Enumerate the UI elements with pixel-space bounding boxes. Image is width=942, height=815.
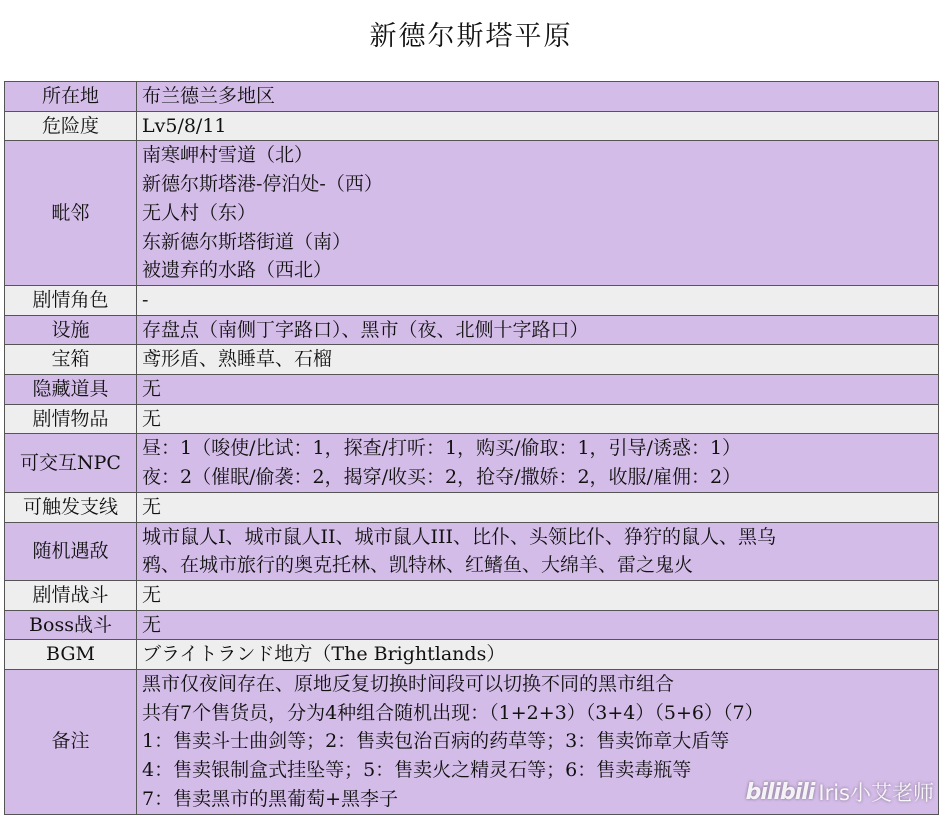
row-random-encounters: [5, 522, 939, 580]
info-table: [4, 81, 939, 815]
row-label: BGM: [5, 640, 137, 670]
row-value: [137, 111, 939, 141]
row-bgm: [5, 640, 939, 670]
value-line: 布兰德兰多地区: [142, 85, 276, 107]
row-boss-battles: [5, 610, 939, 640]
row-value: [137, 640, 939, 670]
row-label: 备注: [5, 670, 137, 815]
row-value: [137, 434, 939, 492]
bilibili-logo-icon: bilibili: [745, 779, 815, 805]
value-line: 夜：2（催眠/偷袭：2，揭穿/收买：2，抢夺/撒娇：2，收服/雇佣：2）: [142, 466, 742, 489]
row-facilities: [5, 315, 939, 345]
row-label: 剧情物品: [5, 404, 137, 434]
row-story-characters: [5, 285, 939, 315]
row-value: [137, 285, 939, 315]
row-label: 剧情角色: [5, 285, 137, 315]
value-line: 无: [142, 613, 162, 636]
value-line: 无: [142, 495, 162, 518]
row-label: 危险度: [5, 111, 137, 141]
row-location: [5, 82, 939, 112]
row-value: [137, 404, 939, 434]
row-value: [137, 580, 939, 610]
value-line: Lv5/8/11: [142, 114, 227, 137]
row-story-battles: [5, 580, 939, 610]
value-line: 1：售卖斗士曲剑等；2：售卖包治百病的药草等；3：售卖饰章大盾等: [142, 730, 730, 753]
row-label: 设施: [5, 315, 137, 345]
value-line: 城市鼠人I、城市鼠人II、城市鼠人III、比仆、头领比仆、狰狞的鼠人、黑乌: [142, 525, 777, 548]
value-line: 鸢形盾、熟睡草、石榴: [142, 348, 333, 371]
row-label: 隐藏道具: [5, 375, 137, 405]
row-label: 可触发支线: [5, 492, 137, 522]
value-line: 4：售卖银制盒式挂坠等；5：售卖火之精灵石等；6：售卖毒瓶等: [142, 759, 692, 782]
value-line: -: [142, 288, 149, 311]
value-line: 7：售卖黑市的黑葡萄+黑李子: [142, 787, 399, 810]
row-value: [137, 610, 939, 640]
row-story-items: [5, 404, 939, 434]
row-value: [137, 315, 939, 345]
row-hidden-items: [5, 375, 939, 405]
row-value: [137, 141, 939, 286]
value-line: 存盘点（南侧丁字路口）、黑市（夜、北侧十字路口）: [142, 318, 589, 341]
value-line: 无: [142, 378, 162, 401]
row-interactive-npc: [5, 434, 939, 492]
value-line: 无人村（东）: [142, 201, 257, 224]
row-value: [137, 375, 939, 405]
row-treasure-chests: [5, 345, 939, 375]
row-danger-level: [5, 111, 939, 141]
row-adjacent: [5, 141, 939, 286]
row-label: 毗邻: [5, 141, 137, 286]
value-line: 新德尔斯塔港-停泊处-（西）: [142, 173, 383, 196]
row-label: 宝箱: [5, 345, 137, 375]
value-line: 南寒岬村雪道（北）: [142, 144, 314, 167]
row-label: 可交互NPC: [5, 434, 137, 492]
value-line: ブライトランド地方（The Brightlands）: [142, 643, 506, 666]
value-line: 昼：1（唆使/比试：1，探查/打听：1，购买/偷取：1，引导/诱惑：1）: [142, 437, 742, 460]
value-line: 共有7个售货员，分为4种组合随机出现：（1+2+3）（3+4）（5+6）（7）: [142, 701, 764, 724]
value-line: 鸦、在城市旅行的奥克托林、凯特林、红鳍鱼、大绵羊、雷之鬼火: [142, 554, 694, 577]
row-value: [137, 522, 939, 580]
watermark-author: Iris小艾老师: [818, 781, 934, 805]
value-line: 黑市仅夜间存在、原地反复切换时间段可以切换不同的黑市组合: [142, 673, 675, 696]
watermark: [746, 777, 934, 807]
page-title: 新德尔斯塔平原: [369, 21, 573, 52]
row-label: 所在地: [5, 82, 137, 112]
row-label: 随机遇敌: [5, 522, 137, 580]
row-value: [137, 82, 939, 112]
value-line: 被遗弃的水路（西北）: [142, 259, 333, 282]
value-line: 无: [142, 583, 162, 606]
row-label: 剧情战斗: [5, 580, 137, 610]
row-value: [137, 345, 939, 375]
value-line: 东新德尔斯塔街道（南）: [142, 230, 352, 253]
value-line: 无: [142, 407, 162, 430]
row-side-quests: [5, 492, 939, 522]
row-value: [137, 492, 939, 522]
row-label: Boss战斗: [5, 610, 137, 640]
